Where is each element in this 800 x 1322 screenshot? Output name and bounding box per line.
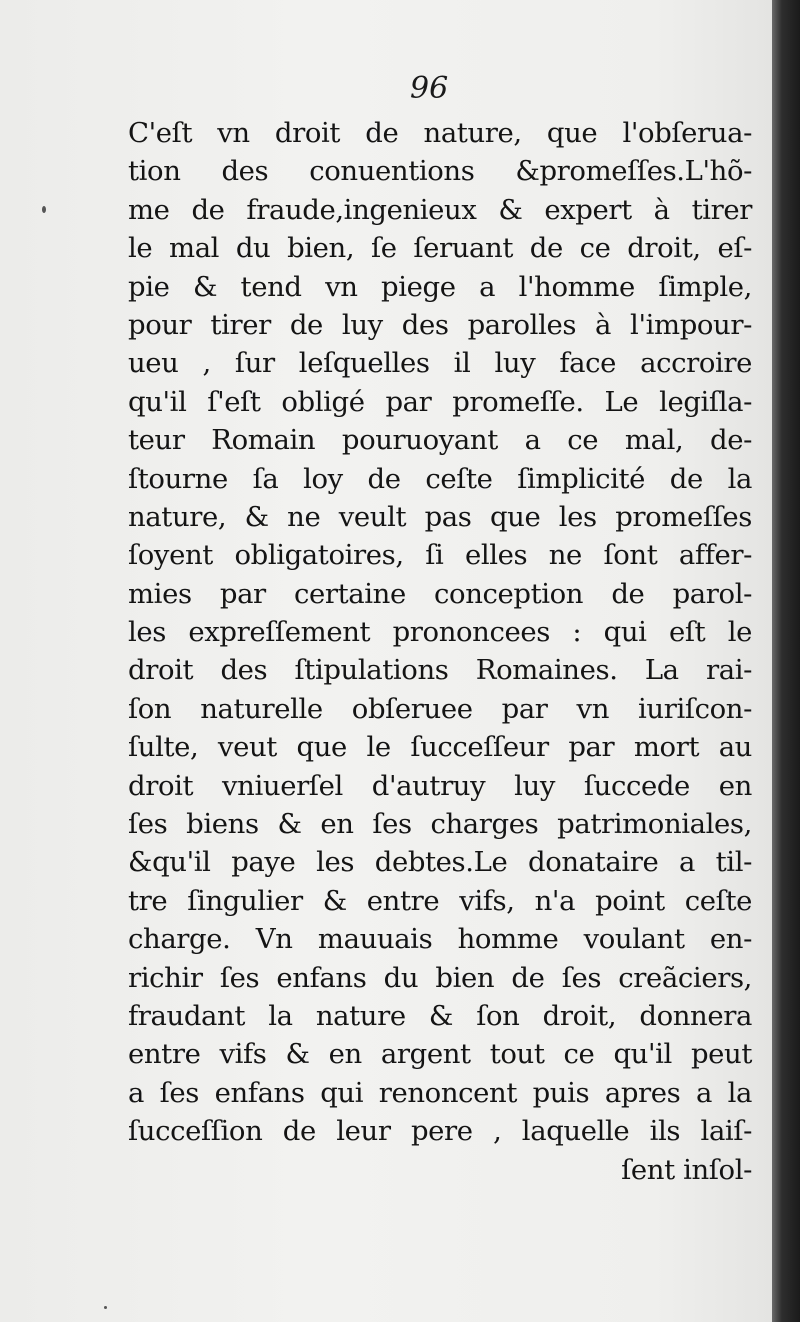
text-line: a ſes enfans qui renoncent puis apres a la bbox=[128, 1076, 752, 1109]
ink-speck bbox=[42, 206, 46, 213]
text-line: me de fraude,ingenieux & expert à tirer bbox=[128, 193, 752, 226]
text-line: C'eſt vn droit de nature, que l'obſerua- bbox=[128, 117, 752, 149]
text-line: ſon naturelle obſeruee par vn iuriſcon- bbox=[128, 692, 752, 725]
text-line: teur Romain pouruoyant a ce mal, de- bbox=[128, 424, 752, 457]
text-line: nature, & ne veult pas que les promeſſes bbox=[128, 500, 752, 533]
text-line: &qu'il paye les debtes.Le donataire a til- bbox=[128, 846, 752, 879]
text-line: le mal du bien, ſe ſeruant de ce droit, eſ- bbox=[128, 232, 752, 265]
ink-speck bbox=[104, 1306, 107, 1309]
text-line: richir ſes enfans du bien de ſes creãciers, bbox=[128, 961, 752, 994]
text-line: ſtourne ſa loy de ceſte ſimplicité de la bbox=[128, 462, 752, 495]
text-line: ſucceſſion de leur pere , laquelle ils laiſ- bbox=[128, 1115, 752, 1148]
text-line: pie & tend vn piege a l'homme ſimple, bbox=[128, 270, 752, 303]
text-line: ſoyent obligatoires, ſi elles ne ſont affer- bbox=[128, 539, 752, 572]
text-line: charge. Vn mauuais homme voulant en- bbox=[128, 923, 752, 956]
text-line: fraudant la nature & ſon droit, donnera bbox=[128, 999, 752, 1032]
page-number: 96 bbox=[410, 71, 449, 106]
text-line: entre vifs & en argent tout ce qu'il peut bbox=[128, 1038, 752, 1071]
page-gutter bbox=[772, 0, 800, 1322]
text-line: tre ſingulier & entre vifs, n'a point ceſte bbox=[128, 884, 752, 917]
text-line: ſent inſol- bbox=[621, 1153, 752, 1186]
text-line: ſes biens & en ſes charges patrimoniales, bbox=[128, 808, 752, 841]
text-line: ſulte, veut que le ſucceſſeur par mort au bbox=[128, 731, 752, 764]
text-line: les expreſſement prononcees : qui eſt le bbox=[128, 616, 752, 649]
text-line: qu'il ſ'eſt obligé par promeſſe. Le legiſla- bbox=[128, 385, 752, 418]
text-line: mies par certaine conception de parol- bbox=[128, 577, 752, 610]
text-line: pour tirer de luy des parolles à l'impour- bbox=[128, 308, 752, 341]
text-line: ueu , ſur leſquelles il luy face accroire bbox=[128, 347, 752, 380]
text-line: droit des ſtipulations Romaines. La rai- bbox=[128, 654, 752, 687]
body-text bbox=[128, 114, 752, 1189]
text-line: droit vniuerſel d'autruy luy ſuccede en bbox=[128, 769, 752, 802]
text-line: tion des conuentions &promeſſes.L'hõ- bbox=[128, 155, 752, 188]
